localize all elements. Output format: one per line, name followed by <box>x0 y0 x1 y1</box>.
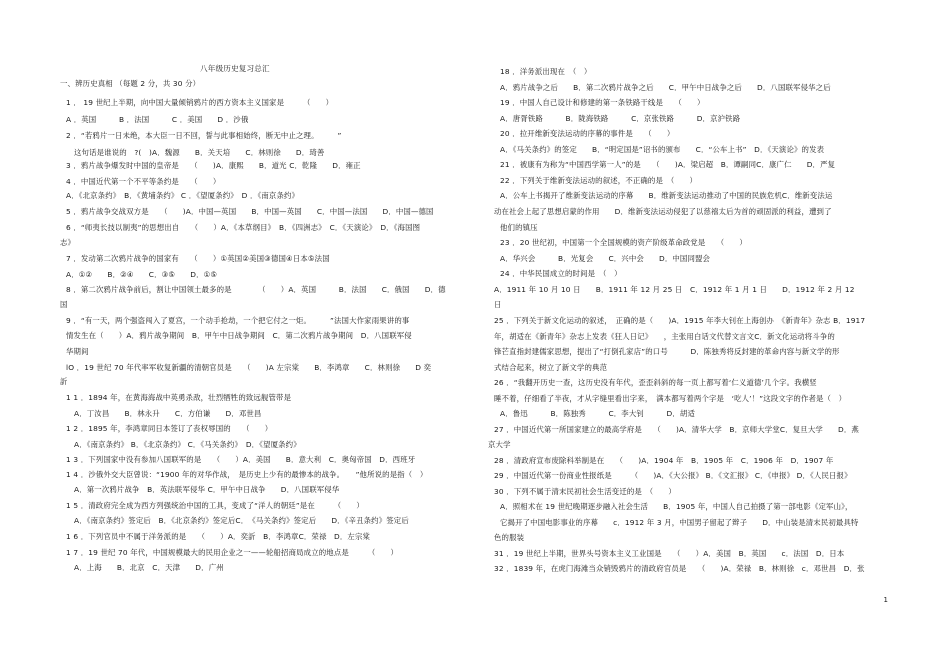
text-line: 24 ．中华民国成立的时间是 （ ） <box>500 269 622 278</box>
document-title: 八年级历史复习总汇 <box>200 64 270 73</box>
text-line: 这句话是谁说的 ?( )A．魏源 B．关天培 C．林则徐 D．琦善 <box>74 148 325 157</box>
page-number: 1 <box>883 596 888 604</box>
text-line: 一、辨历史真相 （每题 2 分，共 30 分） <box>60 79 201 88</box>
text-line: 华期间 <box>66 347 89 356</box>
text-line: 30 ．下列不属于清末民初社会生活变迁的是 （ ） <box>494 487 676 496</box>
text-line: 19 ．中国人自己设计和修建的第一条铁路干线是 （ ） <box>500 98 705 107</box>
text-line: 27 ．中国近代第一所国家建立的最高学府是 （ )A．清华大学 B．京师大学堂C．复旦大学 D．燕 <box>494 425 859 434</box>
text-line: 5 ．鸦片战争交战双方是 （ )A．中国—英国 B．中国—英国 C．中国—法国 D．中国—德国 <box>66 207 434 216</box>
text-line: 睡不着，仔细看了半夜，才从字缝里看出字来， 满本都写着两个字是 ‘吃人’！”这段文字的作者是（ ） <box>494 394 847 403</box>
text-line: 动在社会上起了思想启蒙的作用 D．维新变法运动侵犯了以慈禧太后为首的顽固派的利益，遭到了 <box>494 207 832 216</box>
text-line: A．《马关条约》的签定 B．“明定国是”诏书的颁布 C．“公车上书” D．《天演论》的发表 <box>500 145 825 154</box>
text-line: 25 ．下列关于新文化运动的叙述， 正确的是（ )A．1915 年李大钊在上海创办 《新青年》杂志 B．1917 <box>494 316 866 325</box>
text-line: A．公车上书揭开了维新变法运动的序幕 B．维新变法运动推动了中国的民族危机C．维新变法运 <box>500 191 833 200</box>
text-line: A．《南京条约》 B．《北京条约》 C．《马关条约》 D．《望厦条约》 <box>74 440 301 449</box>
text-line: 32 ．1839 年，在虎门海滩当众销毁鸦片的清政府官员是 （ )A．荣禄 B．林则徐 c．邓世昌 D．张 <box>494 564 865 573</box>
text-line: 1 2 ．1895 年，李鸿章同日本签订了丧权辱国的 （ ） <box>66 424 273 433</box>
text-line: 20 ．拉开维新变法运动的序幕的事件是 （ ） <box>500 129 675 138</box>
text-line: 锋芒直指封建儒家思想，提出了“打倒孔家店”的口号 D．陈独秀将反封建的革命内容与新文学的形 <box>494 347 840 356</box>
text-line: 3 ．鸦片战争爆发时中国的皇帝是 （ )A．康熙 B．道光 C．乾隆 D．雍正 <box>66 161 361 170</box>
text-line: A．唐胥铁路 B．陇海铁路 C．京张铁路 D．京沪铁路 <box>500 114 741 123</box>
text-line: 6 ．“师夷长技以制夷”的思想出自 （ ）A．《本草纲目》 B．《四洲志》 C．《天演论》 D．《海国图 <box>66 223 421 232</box>
text-line: A．1911 年 10 月 10 日 B．1911 年 12 月 25 日 C．1912 年 1 月 1 日 D．1912 年 2 月 12 <box>494 285 855 294</box>
text-line: 29 ．中国近代第一份商业性报纸是 （ )A．《大公报》 B．《文汇报》 C．《申报》 D．《人民日报》 <box>494 471 852 480</box>
text-line: 7 ．发动第二次鸦片战争的国家有 （ ）①英国②美国③德国④日本⑤法国 <box>66 254 330 263</box>
text-line: 京大学 <box>488 440 511 449</box>
text-line: A．华兴会 B．光复会 C．兴中会 D．中国同盟会 <box>500 254 711 263</box>
text-line: 2 ．“若鸦片一日未绝，本大臣一日不回，誓与此事相始终，断无中止之理。 ” <box>66 131 342 140</box>
text-line: A．《北京条约》 B．《黄埔条约》 C ．《望厦条约》 D ．《南京条约》 <box>66 191 300 200</box>
text-line: 1 ． 19 世纪上半期，向中国大量倾销鸦片的西方资本主义国家是 （ ） <box>66 98 334 107</box>
text-line: 年，胡适在《新青年》杂志上发表《狂人日记》 ，主张用白话文代替文言文C．新文化运动将斗争的 <box>494 332 835 341</box>
text-line: 1 4 ．沙俄外交大臣曾说：“1900 年的对华作战， 是历史上少有的最惨本的战争。 ”他所说的是指（ ） <box>66 470 428 479</box>
text-line: 8 ．第二次鸦片战争前后，割让中国领土最多的是 （ ）A．英国 B．法国 C．俄国 D．德 <box>66 285 446 294</box>
text-line: 26 ．“我翻开历史一查，这历史没有年代，歪歪斜斜的每一页上都写着‘仁义道德’几个字。我横竖 <box>494 378 817 387</box>
text-line: 4 ．中国近代第一个不平等条约是 （ ） <box>66 177 221 186</box>
text-line: 22 ．下列关于维新变法运动的叙述，不正确的是 （ ） <box>500 176 698 185</box>
text-line: 1 3 ．下列国家中没有参加八国联军的是 （ ）A．美国 B．意大利 C．奥匈帝国 D．西班牙 <box>66 455 416 464</box>
text-line: 9 ．“有一天，两个强盗闯入了夏宫，一个动手抢劫，一个把它付之一炬。 ”法国大作家雨果讲的事 <box>66 316 410 325</box>
text-line: 1 5 ．清政府完全成为西方列强统治中国的工具，变成了“洋人的朝廷”是在 （ ） <box>66 501 364 510</box>
text-line: 21 ．被康有为称为“中国西学第一人”的是 （ )A．梁启超 B．谭嗣同C．康广仁 D．严复 <box>500 160 836 169</box>
text-line: A ．英国 B ．法国 C ．美国 D ．沙俄 <box>66 115 249 124</box>
text-line: 23 ．20 世纪初，中国第一个全国规模的资产阶级革命政党是 （ ） <box>500 238 747 247</box>
text-line: A．鸦片战争之后 B．第二次鸦片战争之后 C．甲午中日战争之后 D．八国联军侵华之后 <box>500 83 831 92</box>
text-line: 18 ．洋务派出现在 （ ） <box>500 67 592 76</box>
text-line: 色的服装 <box>494 533 525 542</box>
text-line: 情发生在（ ）A．鸦片战争期间 B．甲午中日战争期间 C．第二次鸦片战争期间 D．八国联军侵 <box>66 331 412 340</box>
text-line: 国 <box>60 300 68 309</box>
text-line: lO ．19 世纪 70 年代率军收复新疆的清朝官员是 （ )A 左宗棠 B．李鸿章 C．林则徐 D 奕 <box>66 363 432 372</box>
text-line: A．鲁迅 B．陈独秀 C．李大钊 D．胡适 <box>500 409 696 418</box>
text-line: 1 1 ．1894 年，在黄海海战中英勇杀敌，壮烈牺牲的致远舰管带是 <box>66 393 292 402</box>
text-line: 31 ．19 世纪上半期，世界头号资本主义工业国是 （ ）A．美国 B．英国 c．法国 D．日本 <box>494 549 845 558</box>
text-line: A．丁汝昌 B．林永升 C．方伯谦 D．邓世昌 <box>74 409 262 418</box>
text-line: 1 7 ．19 世纪 70 年代，中国规模最大的民用企业之一——轮船招商局成立的地点是 （ ） <box>66 548 398 557</box>
text-line: 志》 <box>60 238 76 247</box>
text-line: A．第一次鸦片战争 B．英法联军侵华 C．甲午中日战争 D．八国联军侵华 <box>74 485 340 494</box>
text-line: A．上海 B．北京 C．天津 D．广州 <box>74 563 224 572</box>
text-line: 它揭开了中国电影事业的序幕 c．1912 年 3 月，中国男子留起了辫子 D．中山装是清末民初最具特 <box>500 518 859 527</box>
text-line: 訢 <box>60 377 68 386</box>
text-line: 1 6 ．下列官员中不属于洋务派的是 （ ）A．奕訢 B．李鸿章C．荣禄 D．左宗棠 <box>66 532 371 541</box>
text-line: 28 ．清政府宣布废除科举制是在 （ )A．1904 年 B．1905 年 C．1906 年 D．1907 年 <box>494 456 834 465</box>
text-line: A．①② B．②④ C．③⑤ D．①⑤ <box>66 270 218 279</box>
text-line: 日 <box>494 300 502 309</box>
text-line: A．《南京条约》签定后 B．《北京条约》签定后C． 《马关条约》签定后 D．《辛丑条约》签定后 <box>74 516 409 525</box>
text-line: 他们的镇压 <box>500 223 538 232</box>
text-line: 式结合起来，树立了新文学的典范 <box>494 363 608 372</box>
text-line: A．照相术在 19 世纪晚期逐步融入社会生活 B．1905 年，中国人自己拍摄了第一部电影《定军山》， <box>500 502 853 511</box>
